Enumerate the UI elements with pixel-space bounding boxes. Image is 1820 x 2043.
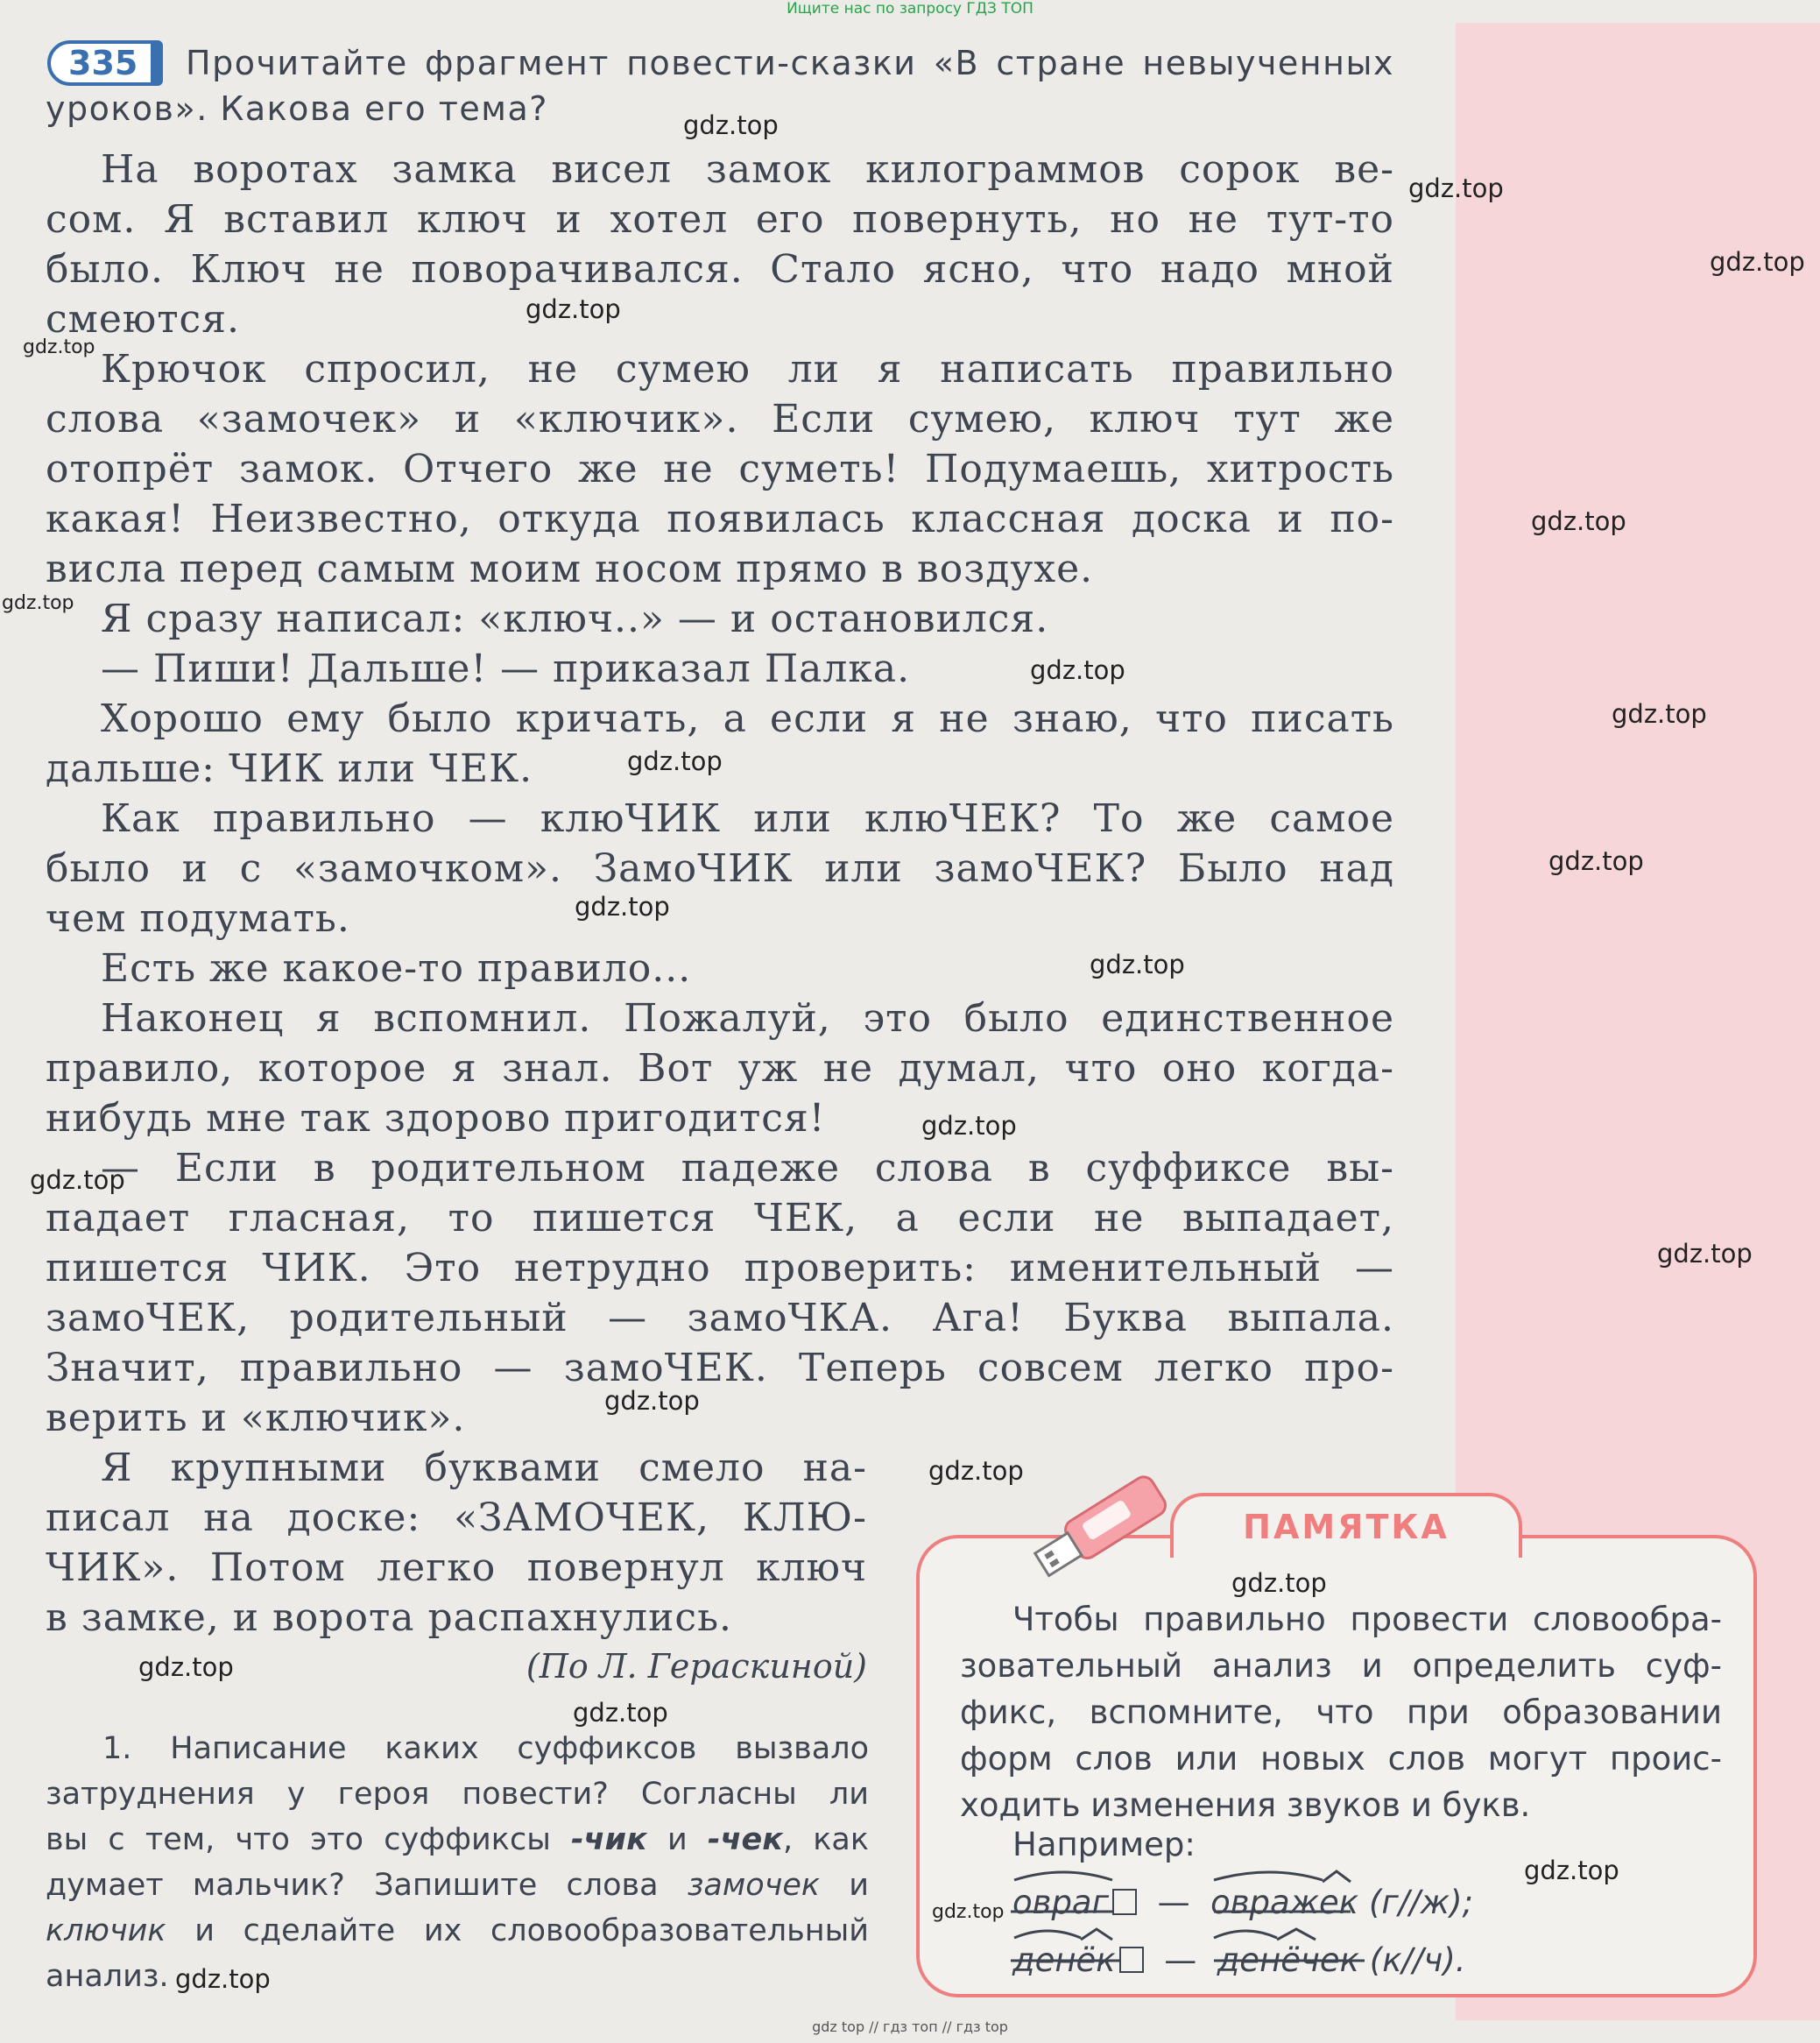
story-line: падает гласная, то пишется ЧЕК, а если не выпадает,	[46, 1196, 1394, 1241]
exercise-number: 335	[68, 44, 138, 82]
task-line-1: Прочитайте фрагмент повести-сказки «В стране невыученных	[186, 44, 1394, 82]
story-line: — Если в родительном падеже слова в суффиксе вы-	[101, 1146, 1394, 1191]
story-line: Есть же какое-то правило...	[101, 946, 692, 991]
memo-line: Чтобы правильно провести словообра-	[1012, 1601, 1722, 1638]
watermark: gdz.top	[1657, 1239, 1753, 1269]
story-line: На воротах замка висел замок килограммов сорок ве-	[101, 147, 1394, 192]
watermark: gdz.top	[1612, 699, 1707, 729]
author-attribution: (По Л. Гераскиной)	[526, 1647, 867, 1686]
question-line: анализ.	[46, 1959, 169, 1994]
top-banner: Ищите нас по запросу ГДЗ ТОП	[787, 0, 1033, 18]
story-line: нибудь мне так здорово пригодится!	[46, 1096, 826, 1141]
story-line: дальше: ЧИК или ЧЕК.	[46, 746, 533, 791]
question-block	[46, 1726, 869, 1999]
story-line: Хорошо ему было кричать, а если я не знаю, что писать	[101, 696, 1394, 741]
story-line: сом. Я вставил ключ и хотел его повернуть, но не тут-то	[46, 197, 1394, 242]
watermark: gdz.top	[23, 336, 95, 358]
watermark: gdz.top	[1524, 1856, 1619, 1885]
story-line: в замке, и ворота распахнулись.	[46, 1595, 733, 1640]
exercise-number-badge	[47, 40, 163, 86]
story-line: отопрёт замок. Отчего же не суметь! Подумаешь, хитрость	[46, 447, 1394, 491]
memo-line: зовательный анализ и определить суф-	[960, 1647, 1722, 1685]
watermark: gdz.top	[1531, 506, 1626, 536]
story-line: пишется ЧИК. Это нетрудно проверить: именительный —	[46, 1246, 1394, 1290]
watermark: gdz.top	[1408, 173, 1504, 203]
story-line: висла перед самым моим носом прямо в воздухе.	[46, 547, 1094, 591]
example-line-1: овраг — овражек (г//ж);	[1012, 1884, 1473, 1921]
story-line: Я крупными буквами смело на-	[101, 1446, 867, 1490]
question-line: думает мальчик? Запишите слова замочек и	[46, 1868, 869, 1903]
story-line: ЧИК». Потом легко повернул ключ	[46, 1545, 867, 1590]
morpheme-marks	[1007, 1868, 1428, 1964]
story-line: — Пиши! Дальше! — приказал Палка.	[101, 647, 911, 691]
question-line: затруднения у героя повести? Согласны ли	[46, 1777, 869, 1812]
watermark: gdz.top	[1090, 950, 1185, 979]
watermark: gdz.top	[526, 294, 621, 324]
story-line: слова «замочек» и «ключик». Если сумею, ключ тут же	[46, 397, 1394, 442]
question-line: вы с тем, что это суффиксы -чик и -чек, как	[46, 1822, 869, 1857]
memo-text	[960, 1596, 1722, 1828]
example-line-2: денёк — денёчек (к//ч).	[1012, 1941, 1466, 1979]
watermark: gdz.top	[921, 1111, 1017, 1141]
story-line: было и с «замочком». ЗамоЧИК или замоЧЕК? Было над	[46, 846, 1394, 891]
watermark: gdz.top	[1030, 655, 1125, 685]
story-line: Как правильно — клюЧИК или клюЧЕК? То же самое	[101, 796, 1394, 841]
story-line: было. Ключ не поворачивался. Стало ясно, что надо мной	[46, 247, 1394, 292]
watermark: gdz.top	[175, 1964, 271, 1994]
watermark: gdz.top	[1710, 247, 1805, 277]
watermark: gdz.top	[575, 892, 670, 922]
memo-line: фикс, вспомните, что при образовании	[960, 1693, 1722, 1731]
watermark: gdz.top	[138, 1652, 234, 1682]
question-line: ключик и сделайте их словообразовательный	[46, 1913, 869, 1948]
bottom-banner: gdz top // гдз топ // гдз top	[812, 2018, 1008, 2035]
watermark: gdz.top	[30, 1165, 125, 1195]
watermark: gdz.top	[683, 110, 779, 140]
story-line: верить и «ключик».	[46, 1396, 466, 1440]
story-line: Крючок спросил, не сумею ли я написать правильно	[101, 347, 1394, 392]
watermark: gdz.top	[928, 1456, 1024, 1486]
watermark: gdz.top	[2, 592, 74, 614]
watermark: gdz.top	[573, 1698, 668, 1728]
watermark: gdz.top	[604, 1386, 700, 1416]
story-line: какая! Неизвестно, откуда появилась классная доска и по-	[46, 497, 1394, 541]
memo-line: форм слов или новых слов могут проис-	[960, 1740, 1722, 1778]
story-line: Я сразу написал: «ключ..» — и остановился.	[101, 597, 1049, 641]
watermark: gdz.top	[1231, 1568, 1327, 1598]
memo-line: ходить изменения звуков и букв.	[960, 1786, 1531, 1824]
story-line: Наконец я вспомнил. Пожалуй, это было единственное	[101, 996, 1394, 1041]
story-line: замоЧЕК, родительный — замоЧКА. Ага! Буква выпала.	[46, 1296, 1394, 1340]
watermark: gdz.top	[1548, 846, 1644, 876]
story-line: чем подумать.	[46, 896, 350, 941]
memo-title: ПАМЯТКА	[1170, 1493, 1522, 1558]
story-line: правило, которое я знал. Вот уж не думал, что оно когда-	[46, 1046, 1394, 1091]
story-line: смеются.	[46, 297, 240, 342]
task-line-2: уроков». Какова его тема?	[46, 89, 548, 128]
example-label: Например:	[1012, 1826, 1196, 1863]
watermark: gdz.top	[932, 1901, 1005, 1923]
watermark: gdz.top	[627, 746, 723, 776]
story-line: писал на доске: «ЗАМОЧЕК, КЛЮ-	[46, 1495, 867, 1540]
story-line: Значит, правильно — замоЧЕК. Теперь совсем легко про-	[46, 1346, 1394, 1390]
usb-flash-drive-icon	[1016, 1472, 1182, 1586]
question-line: 1. Написание каких суффиксов вызвало	[102, 1731, 869, 1766]
